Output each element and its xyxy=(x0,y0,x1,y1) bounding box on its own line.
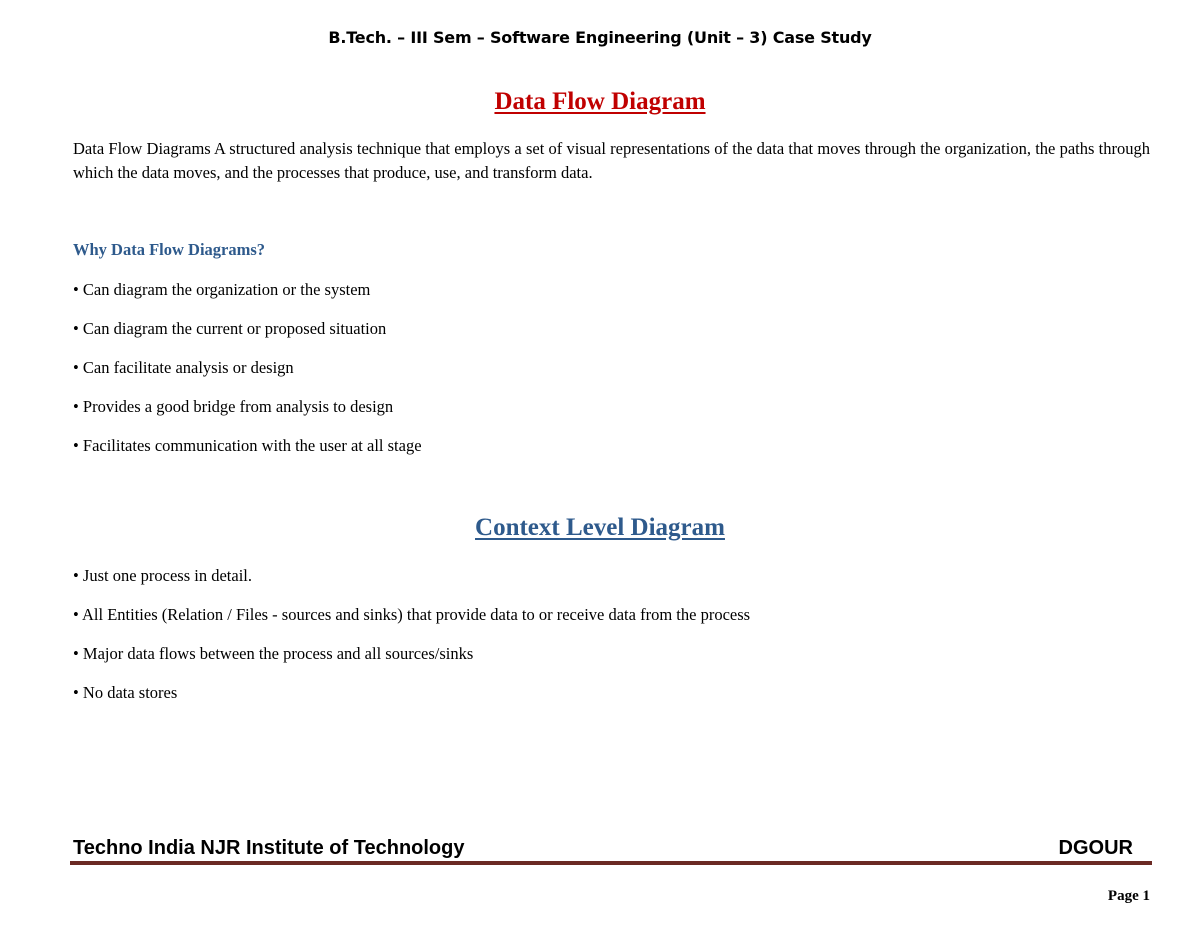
list-item: • All Entities (Relation / Files - sources and sinks) that provide data to or receive data from the process xyxy=(73,605,751,624)
list-item: • Facilitates communication with the user at all stage xyxy=(73,436,422,455)
list-item: • Can diagram the organization or the system xyxy=(73,280,371,299)
list-item: • Provides a good bridge from analysis to design xyxy=(73,397,394,416)
section-title-data-flow-diagram: Data Flow Diagram xyxy=(494,88,706,115)
footer-institute: Techno India NJR Institute of Technology xyxy=(73,837,465,859)
list-item: • Can facilitate analysis or design xyxy=(73,358,294,377)
section-title-context-level-diagram: Context Level Diagram xyxy=(475,514,725,541)
list-item: • No data stores xyxy=(73,683,178,702)
list-item: • Just one process in detail. xyxy=(73,566,252,585)
intro-paragraph: Data Flow Diagrams A structured analysis technique that employs a set of visual representations of the data that moves through the organization, the paths through which the data moves, and the processes that produce, use, and transform data. xyxy=(73,139,1150,182)
footer-divider xyxy=(70,861,1152,865)
page-number: Page 1 xyxy=(1107,888,1150,904)
list-item: • Can diagram the current or proposed situation xyxy=(73,319,387,338)
footer-author: DGOUR xyxy=(1058,837,1133,859)
list-item: • Major data flows between the process and all sources/sinks xyxy=(73,644,474,663)
running-header: B.Tech. – III Sem – Software Engineering (Unit – 3) Case Study xyxy=(328,28,872,47)
subheading-why-dfd: Why Data Flow Diagrams? xyxy=(73,240,266,259)
